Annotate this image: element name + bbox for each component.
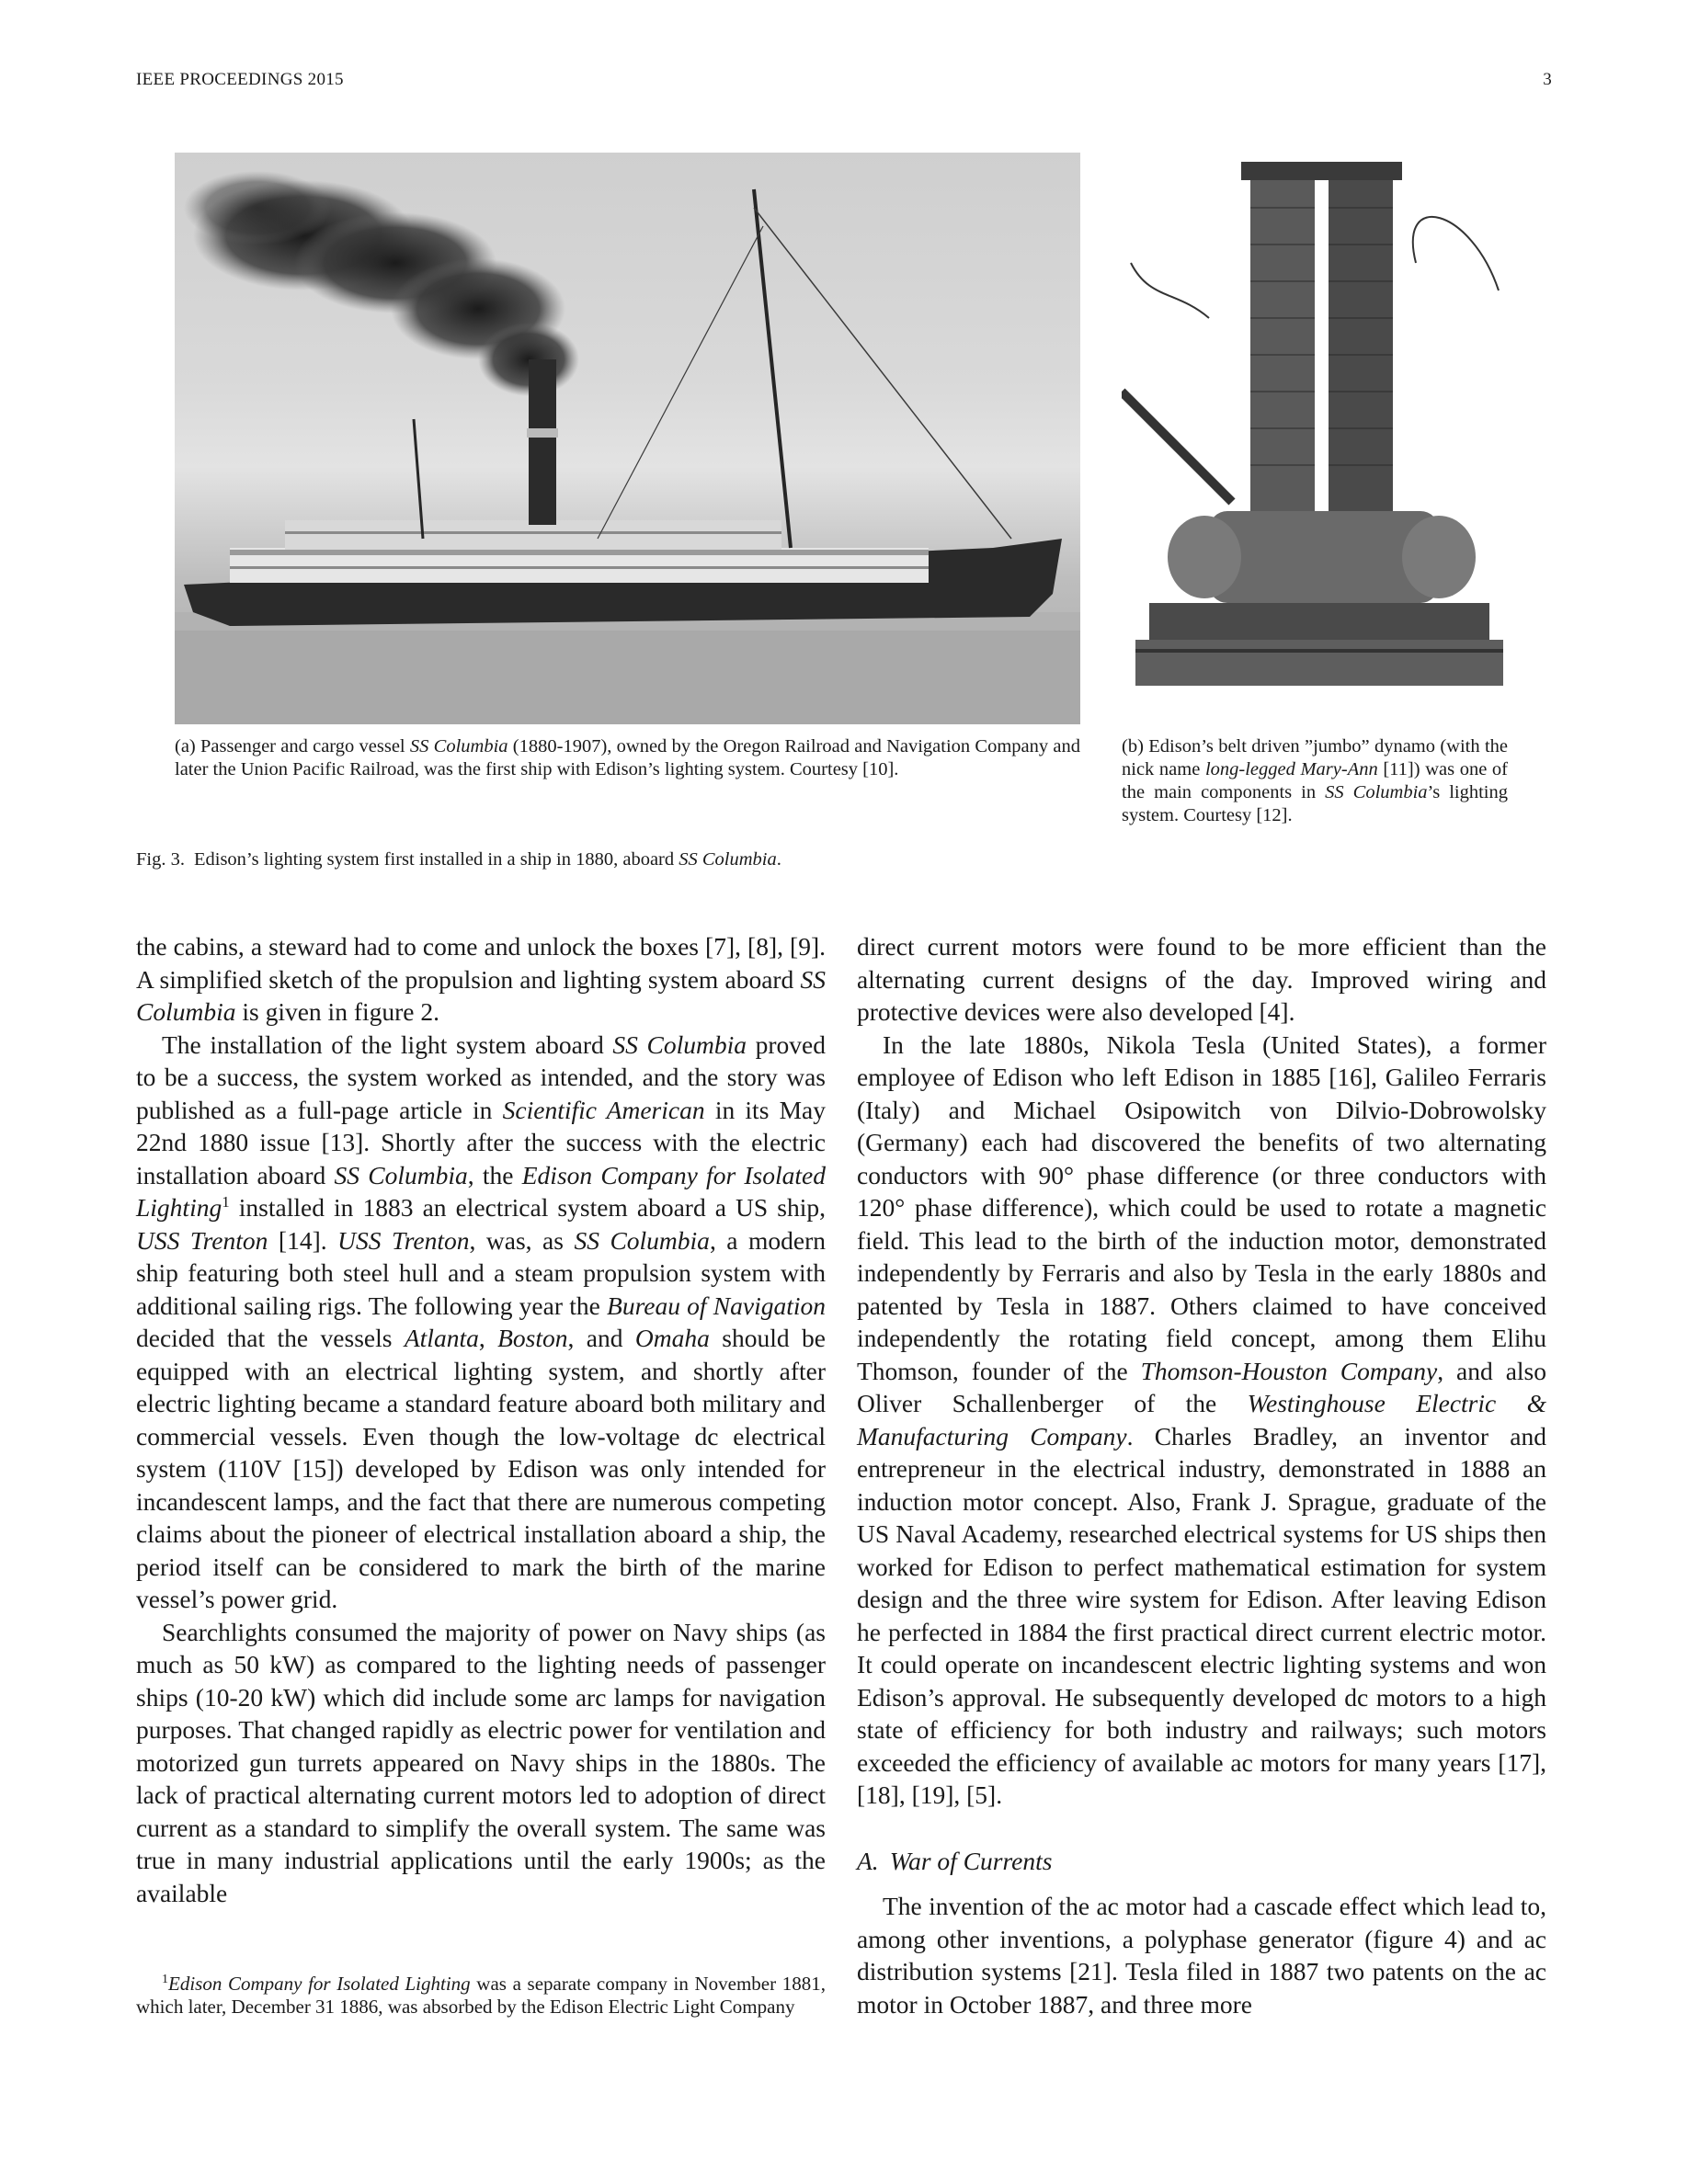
subcaption-a-rest: (1880-1907), owned by the Oregon Railroad and Navigation Company and later the Union Pacific Railroad, was the first ship with Edison’s lighting system. Courtesy [10]. [175,736,1080,779]
footnote-italic: Edison Company for Isolated Lighting [168,1973,471,1995]
paragraph [136,930,826,1029]
italic-run: USS Trenton [136,1225,268,1255]
italic-run: SS Columbia [574,1225,710,1255]
italic-run: SS Columbia [334,1160,468,1189]
text-run: , was, as [469,1225,575,1255]
text-run: decided that the vessels [136,1324,405,1352]
text-run: , [478,1324,498,1352]
footnote-ref[interactable]: 1 [222,1192,230,1211]
subcaption-b [1122,735,1508,827]
text-run: in its May 22nd 1880 issue [13]. Shortly after the success with the electric installation aboard [136,1095,827,1189]
subcaption-b-text: (b) Edison’s belt driven ”jumbo” dynamo (with the nick name [1122,736,1508,779]
paragraph: Searchlights consumed the majority of power on Navy ships (as much as 50 kW) as compared to the lighting needs of passenger ships (10-20 kW) which did include some arc lamps for navigation purposes. That changed rapidly as electric power for ventilation and motorized gun turrets appeared on Navy ships in the 1880s. The lack of practical alternating current motors led to adoption of direct current as a standard to simplify the overall system. The same was true in many industrial applications until the early 1900s; as the available [136,1617,826,1907]
italic-run: Boston [497,1324,568,1352]
figure-caption [136,847,781,871]
ship-illustration [175,153,1080,724]
section-heading [857,1845,1546,1878]
subcaption-b-ship: SS Columbia [1325,782,1428,802]
paragraph: The invention of the ac motor had a cascade effect which lead to, among other inventions, a polyphase generator (figure 4) and ac distribution systems [21]. Tesla filed in 1887 two patents on the ac motor in October 1887, and three more [857,1892,1546,2019]
journal-title: IEEE PROCEEDINGS 2015 [136,70,344,89]
italic-run: SS Columbia [136,964,826,1026]
footnote-text: was a separate company in November 1881, which later, December 31 1886, was absorbed by the Edison Electric Light Company [136,1973,826,2018]
dynamo-illustration [1122,153,1508,724]
section-number: A. [857,1846,879,1875]
italic-run: Omaha [634,1324,710,1352]
italic-run: USS Trenton [337,1225,470,1255]
italic-run: SS Columbia [612,1029,747,1059]
figure-label: Fig. 3. [136,849,185,870]
page-number: 3 [1543,70,1552,89]
text-run: should be equipped with an electrical lighting system, and shortly after electric lighting became a standard feature aboard both military and commercial vessels. Even though the low-voltage dc electrical system (110V [15]) developed by Edison was only intended for incandescent lamps, and the fact that there are numerous competing claims about the pioneer of electrical installation aboard a ship, the period itself can be considered to mark the birth of the marine vessel’s power grid. [136,1324,826,1613]
italic-run: Thomson-Houston Company [1140,1356,1438,1385]
italic-run: Bureau of Navigation [607,1291,826,1320]
text-run: the cabins, a steward had to come and unlock the boxes [7], [8], [9]. A simplified sketch of the propulsion and lighting system aboard [136,932,826,994]
subcaption-a [175,735,1080,781]
figure-caption-text: Edison’s lighting system first installed in a ship in 1880, aboard [193,849,679,870]
text-run: proved to be a success, the system worked as intended, and the story was published as a full-page article in [136,1029,826,1124]
section-title: War of Currents [889,1846,1053,1875]
right-column [857,930,1546,2020]
subcaption-a-text: (a) Passenger and cargo vessel [175,736,410,756]
italic-run: Scientific American [502,1095,705,1124]
text-run: , and also Oliver Schallenberger of the [857,1356,1547,1417]
text-run: In the late 1880s, Nikola Tesla (United States), a former employee of Edison who left Edison in 1885 [16], Galileo Ferraris (Italy) and Michael Osipowitch von Dilvio-Dobrowolsky (Germany) each had discovered the benefits of two alternating conductors with 90° phase difference (or three conductors with 120° phase difference), which could be used to rotate a magnetic field. This lead to the birth of the induction motor, demonstrated independently by Ferraris and also by Tesla in the early 1880s and patented by Tesla in 1887. Others claimed to have conceived independently the rotating field concept, among them Elihu Thomson, founder of the [857,1029,1546,1385]
running-header [136,70,1552,92]
text-run: [14]. [268,1225,338,1255]
text-run: , the [467,1160,522,1189]
text-run: The installation of the light system aboard [162,1029,613,1059]
text-run: installed in 1883 an electrical system aboard a US ship, [229,1193,826,1222]
figure-caption-end: . [776,849,781,870]
footnote [136,1973,826,2019]
italic-run: Edison Company for Isolated Lighting [136,1160,826,1222]
paragraph: direct current motors were found to be more efficient than the alternating current designs of the day. Improved wiring and protective devices were also developed [4]. [857,932,1546,1026]
text-run: . Charles Bradley, an inventor and entrepreneur in the electrical industry, demonstrated in 1888 an induction motor concept. Also, Frank J. Sprague, graduate of the US Naval Academy, researched electrical systems for US ships then worked for Edison to perfect mathematical estimation for system design and the three wire system for Edison. After leaving Edison he perfected in 1884 the first practical direct current electric motor. It could operate on incandescent electric lighting systems and won Edison’s approval. He subsequently developed dc motors to a high state of efficiency for both industry and railways; such motors exceeded the efficiency of available ac motors for many years [17], [18], [19], [5]. [857,1421,1546,1809]
footnote-mark: 1 [162,1973,168,1986]
paragraph [136,1029,826,1616]
subcaption-b-nickname: long-legged Mary-Ann [1204,759,1378,779]
subcaption-a-ship: SS Columbia [409,736,508,756]
text-run: , and [567,1324,635,1352]
figure-caption-ship: SS Columbia [679,849,777,870]
italic-run: Westinghouse Electric & Manufacturing Company [857,1389,1546,1450]
subcaption-b-mid: [11]) was one of the main components in [1122,759,1508,802]
italic-run: Atlanta [404,1324,479,1352]
text-run: is given in figure 2. [235,997,439,1026]
paragraph [857,1029,1546,1812]
dynamo-drawing [1122,153,1508,724]
text-run: , a modern ship featuring both steel hull and a steam propulsion system with additional sailing rigs. The following year the [136,1225,827,1320]
subcaption-b-rest: ’s lighting system. Courtesy [12]. [1122,782,1508,825]
left-column [136,930,826,1909]
ship-photo [175,153,1080,724]
